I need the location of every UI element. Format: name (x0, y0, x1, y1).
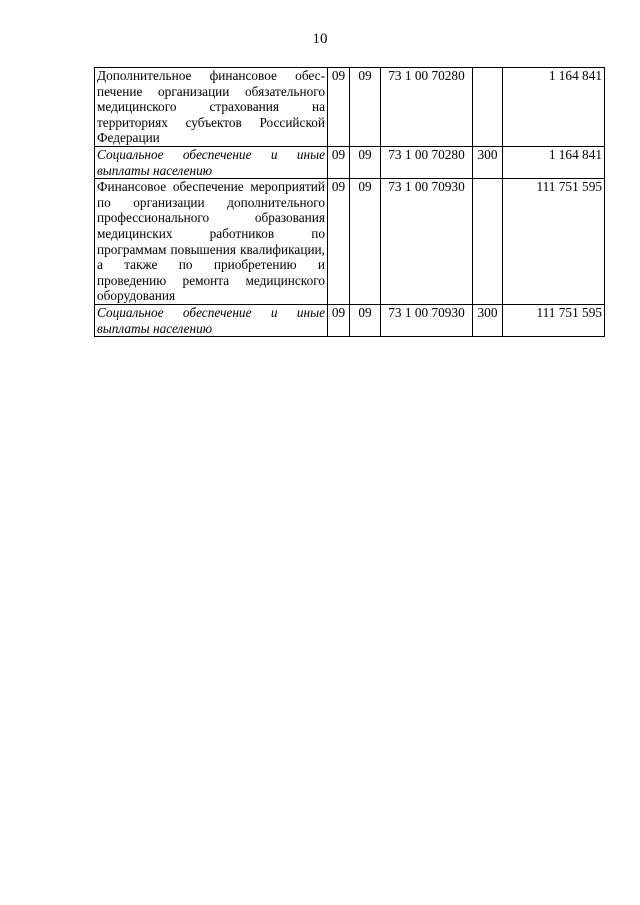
row-expense-type (473, 68, 503, 147)
row-amount: 111 751 595 (503, 179, 605, 305)
budget-table (94, 67, 605, 337)
row-target-code: 73 1 00 70930 (381, 304, 473, 336)
row-section: 09 (328, 68, 350, 147)
row-expense-type: 300 (473, 304, 503, 336)
row-description: Социальное обеспечение и иные выплаты населению (95, 304, 328, 336)
page-number: 10 (312, 31, 328, 47)
row-description: Социальное обеспечение и иные выплаты населению (95, 146, 328, 178)
row-section: 09 (328, 146, 350, 178)
row-amount: 1 164 841 (503, 146, 605, 178)
row-subsection: 09 (350, 146, 381, 178)
table-row (95, 179, 605, 305)
row-expense-type: 300 (473, 146, 503, 178)
row-section: 09 (328, 179, 350, 305)
row-amount: 1 164 841 (503, 68, 605, 147)
row-description: Финансовое обеспечение мероприятий по организации дополнительного профессионального образования медицинских работников по программам повышения квалификации, а также по приобретению и проведению ремонта медицинского оборудования (95, 179, 328, 305)
row-subsection: 09 (350, 68, 381, 147)
row-target-code: 73 1 00 70280 (381, 146, 473, 178)
table-row (95, 146, 605, 178)
table-row (95, 304, 605, 336)
table-row (95, 68, 605, 147)
row-subsection: 09 (350, 179, 381, 305)
row-subsection: 09 (350, 304, 381, 336)
row-amount: 111 751 595 (503, 304, 605, 336)
row-section: 09 (328, 304, 350, 336)
row-description: Дополнительное финансовое обеспечение организации обязательного медицинского страхования на территориях субъектов Российской Федерации (95, 68, 328, 147)
row-target-code: 73 1 00 70280 (381, 68, 473, 147)
row-expense-type (473, 179, 503, 305)
row-target-code: 73 1 00 70930 (381, 179, 473, 305)
